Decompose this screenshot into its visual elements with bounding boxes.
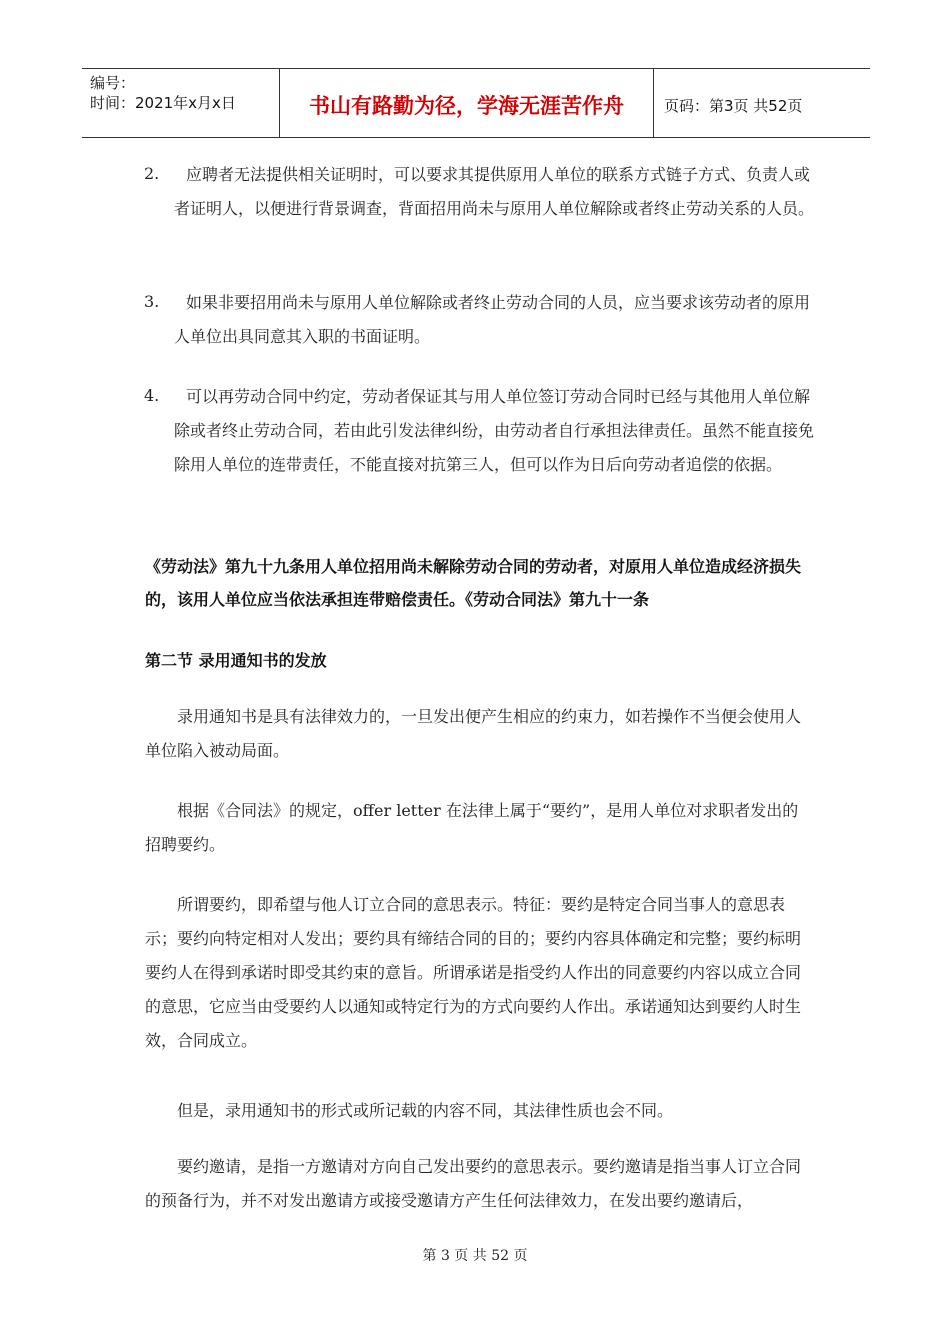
paragraph: 要约邀请，是指一方邀请对方向自己发出要约的意思表示。要约邀请是指当事人订立合同的预备行为，并不对发出邀请方或接受邀请方产生任何法律效力，在发出要约邀请后， (145, 1157, 802, 1210)
list-item-number: 4. (144, 386, 160, 405)
list-item-text: 可以再劳动合同中约定，劳动者保证其与用人单位签订劳动合同时已经与其他用人单位解除或者终止劳动合同，若由此引发法律纠纷，由劳动者自行承担法律责任。虽然不能直接免除用人单位的连带责任，不能直接对抗第三人，但可以作为日后向劳动者追偿的依据。 (174, 387, 815, 474)
list-item-number: 2. (144, 164, 160, 183)
page-header (82, 68, 870, 138)
header-meta (82, 69, 280, 137)
list-item-text: 应聘者无法提供相关证明时，可以要求其提供原用人单位的联系方式链子方式、负责人或者证明人，以便进行背景调查，背面招用尚未与原用人单位解除或者终止劳动关系的人员。 (174, 165, 815, 218)
document-time-label: 时间：2021年x月x日 (90, 94, 236, 112)
paragraph: 根据《合同法》的规定，offer letter 在法律上属于“要约”，是用人单位对求职者发出的招聘要约。 (145, 801, 799, 854)
paragraph: 但是，录用通知书的形式或所记载的内容不同，其法律性质也会不同。 (177, 1101, 674, 1120)
header-motto: 书山有路勤为径，学海无涯苦作舟 (280, 69, 654, 137)
header-page-info: 页码：第3页 共52页 (664, 96, 803, 115)
page-footer: 第 3 页 共 52 页 (422, 1248, 528, 1264)
paragraph: 录用通知书是具有法律效力的，一旦发出便产生相应的约束力，如若操作不当便会使用人单位陷入被动局面。 (145, 707, 802, 760)
law-quote: 《劳动法》第九十九条用人单位招用尚未解除劳动合同的劳动者，对原用人单位造成经济损失的，该用人单位应当依法承担连带赔偿责任。《劳动合同法》第九十一条 (145, 557, 802, 609)
paragraph: 所谓要约，即希望与他人订立合同的意思表示。特征：要约是特定合同当事人的意思表示；要约向特定相对人发出；要约具有缔结合同的目的；要约内容具体确定和完整；要约标明要约人在得到承诺时即受其约束的意旨。所谓承诺是指受约人作出的同意要约内容以成立合同的意思，它应当由受要约人以通知或特定行为的方式向要约人作出。承诺通知达到要约人时生效，合同成立。 (145, 895, 802, 1050)
section-title: 第二节 录用通知书的发放 (145, 651, 327, 670)
document-number-label: 编号： (90, 74, 136, 92)
list-item (144, 380, 824, 482)
list-item (144, 286, 824, 354)
list-item (144, 158, 824, 226)
list-item-text: 如果非要招用尚未与原用人单位解除或者终止劳动合同的人员，应当要求该劳动者的原用人单位出具同意其入职的书面证明。 (174, 293, 811, 346)
list-item-number: 3. (144, 292, 160, 311)
